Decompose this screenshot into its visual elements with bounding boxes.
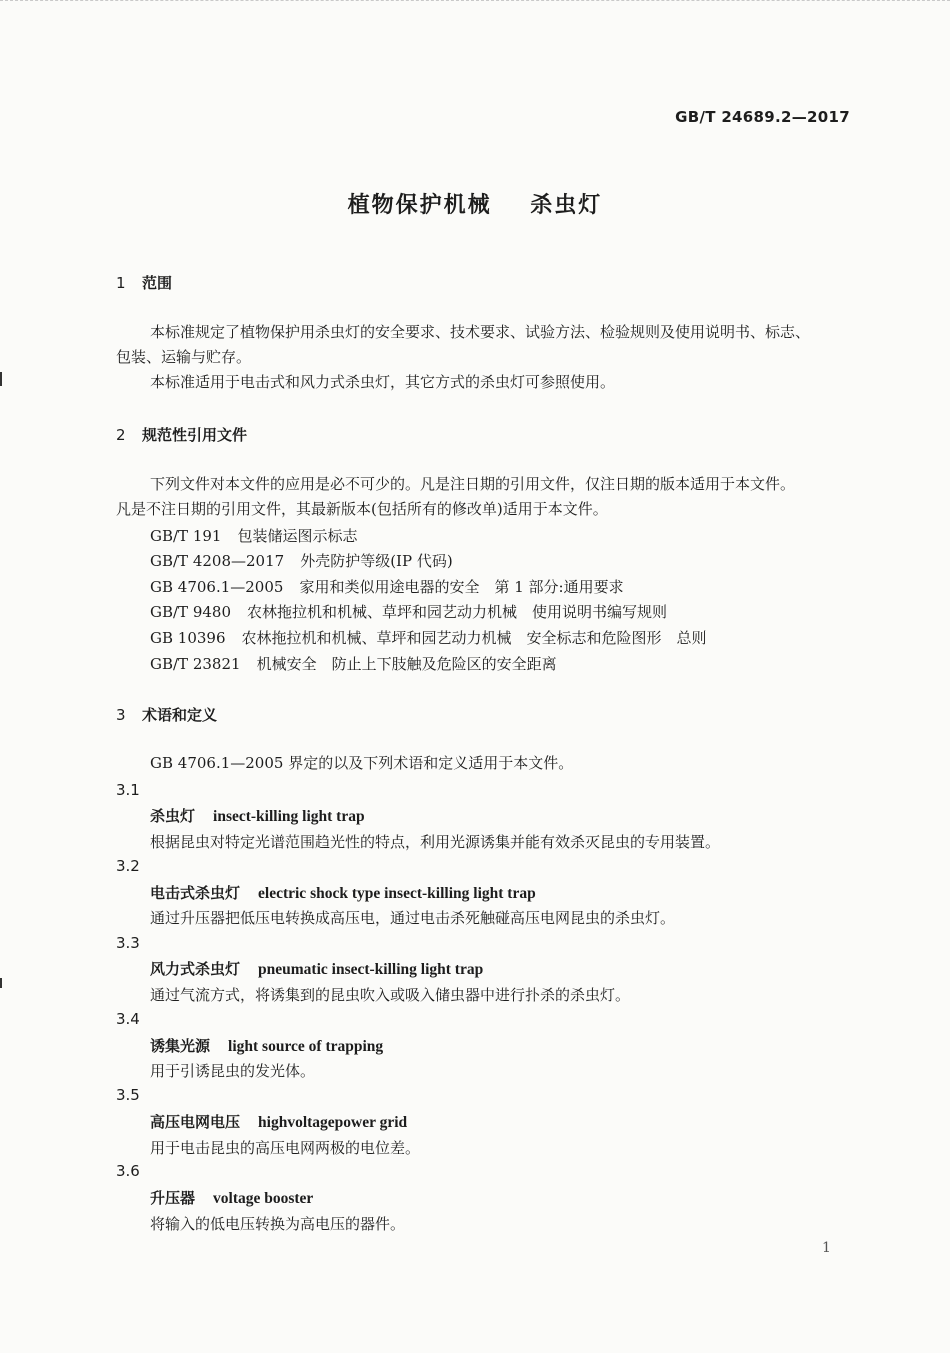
term-zh: 风力式杀虫灯 [150, 960, 241, 978]
term-zh: 诱集光源 [150, 1037, 211, 1055]
references-intro-line-2: 凡是不注日期的引用文件，其最新版本(包括所有的修改单)适用于本文件。 [116, 500, 608, 518]
term-en: voltage booster [213, 1190, 314, 1207]
terms-intro: GB 4706.1—2005 界定的以及下列术语和定义适用于本文件。 [150, 754, 574, 772]
scope-paragraph-2: 本标准适用于电击式和风力式杀虫灯，其它方式的杀虫灯可参照使用。 [150, 373, 616, 391]
term-definition: 通过气流方式，将诱集到的昆虫吹入或吸入储虫器中进行扑杀的杀虫灯。 [150, 986, 631, 1004]
term-heading [150, 958, 483, 979]
reference-item [150, 550, 453, 571]
document-title: 植物保护机械 杀虫灯 [347, 193, 603, 218]
term-en: light source of trapping [228, 1038, 384, 1055]
term-number: 3.1 [116, 781, 140, 799]
reference-title: 家用和类似用途电器的安全 第 1 部分:通用要求 [299, 578, 624, 596]
section-number: 3 [116, 706, 126, 724]
term-number: 3.5 [116, 1086, 140, 1104]
term-en: highvoltagepower grid [258, 1114, 408, 1131]
term-zh: 杀虫灯 [150, 807, 196, 825]
section-title: 规范性引用文件 [142, 426, 248, 444]
term-heading [150, 1035, 383, 1056]
section-number: 2 [116, 426, 126, 444]
term-heading [150, 882, 536, 903]
section-3-heading [116, 704, 217, 725]
term-definition: 根据昆虫对特定光谱范围趋光性的特点，利用光源诱集并能有效杀灭昆虫的专用装置。 [150, 833, 721, 851]
reference-code: GB/T 9480 [150, 603, 232, 621]
term-heading [150, 1111, 407, 1132]
reference-code: GB/T 23821 [150, 655, 241, 673]
reference-item [150, 627, 707, 648]
reference-item [150, 601, 667, 622]
reference-title: 包装储运图示标志 [237, 527, 358, 545]
section-title: 范围 [142, 274, 173, 292]
term-heading [150, 805, 365, 826]
section-number: 1 [116, 274, 126, 292]
term-definition: 将输入的低电压转换为高电压的器件。 [150, 1215, 406, 1233]
page-number: 1 [822, 1240, 831, 1256]
reference-item [150, 525, 357, 546]
term-definition: 通过升压器把低压电转换成高压电，通过电击杀死触碰高压电网昆虫的杀虫灯。 [150, 909, 676, 927]
scan-edge-mark [0, 372, 2, 386]
term-heading [150, 1187, 313, 1208]
section-2-heading [116, 424, 247, 445]
term-en: pneumatic insect-killing light trap [258, 961, 484, 978]
reference-code: GB/T 4208—2017 [150, 552, 285, 570]
term-number: 3.4 [116, 1010, 140, 1028]
references-intro-line-1: 下列文件对本文件的应用是必不可少的。凡是注日期的引用文件，仅注日期的版本适用于本文件。 [150, 475, 796, 493]
scope-paragraph-line-1: 本标准规定了植物保护用杀虫灯的安全要求、技术要求、试验方法、检验规则及使用说明书、标志、 [150, 323, 811, 341]
term-definition: 用于引诱昆虫的发光体。 [150, 1062, 316, 1080]
reference-title: 农林拖拉机和机械、草坪和园艺动力机械 安全标志和危险图形 总则 [241, 629, 707, 647]
standard-number: GB/T 24689.2—2017 [675, 108, 850, 126]
reference-title: 农林拖拉机和机械、草坪和园艺动力机械 使用说明书编写规则 [247, 603, 668, 621]
reference-code: GB 4706.1—2005 [150, 578, 284, 596]
term-en: electric shock type insect-killing light trap [258, 885, 536, 902]
scope-paragraph-line-2: 包装、运输与贮存。 [116, 348, 252, 366]
term-number: 3.3 [116, 934, 140, 952]
reference-title: 机械安全 防止上下肢触及危险区的安全距离 [256, 655, 557, 673]
reference-item [150, 653, 557, 674]
reference-item [150, 576, 624, 597]
reference-code: GB/T 191 [150, 527, 222, 545]
term-zh: 升压器 [150, 1189, 196, 1207]
term-definition: 用于电击昆虫的高压电网两极的电位差。 [150, 1139, 421, 1157]
term-number: 3.2 [116, 857, 140, 875]
reference-title: 外壳防护等级(IP 代码) [300, 552, 453, 570]
reference-code: GB 10396 [150, 629, 226, 647]
section-1-heading [116, 272, 172, 293]
term-en: insect-killing light trap [213, 808, 365, 825]
top-scan-rule [0, 0, 950, 4]
term-number: 3.6 [116, 1162, 140, 1180]
term-zh: 高压电网电压 [150, 1113, 241, 1131]
scan-edge-mark [0, 978, 2, 988]
section-title: 术语和定义 [142, 706, 218, 724]
term-zh: 电击式杀虫灯 [150, 884, 241, 902]
